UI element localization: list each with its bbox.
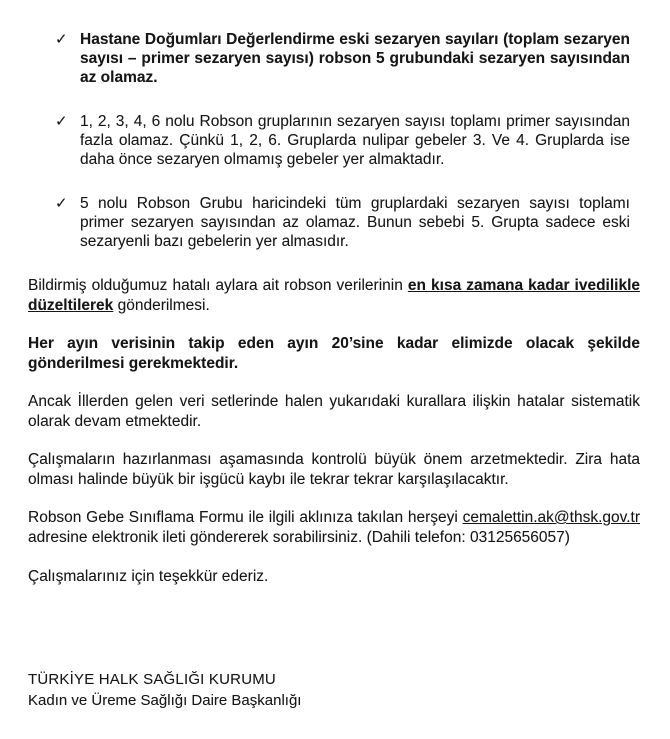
emphasized-text: en kısa zamana kadar ivedilikle düzeltilerek [28,277,641,314]
paragraph-deadline: Her ayın verisinin takip eden ayın 20’sine kadar elimizde olacak şekilde gönderilmesi gerekmektedir. [28,335,640,372]
paragraph-control: Çalışmaların hazırlanması aşamasında kontrolü büyük önem arzetmektedir. Zira hata olması halinde büyük bir işgücü kaybı ile tekrar tekrar karşılaşılacaktır. [28,451,640,488]
bullet-list [28,30,630,251]
bullet-text: Hastane Doğumları Değerlendirme eski sezaryen sayıları (toplam sezaryen sayısı – primer sezaryen sayısı) robson 5 grubundaki sezaryen sayısından az olamaz. [80,31,630,86]
checkmark-icon: ✓ [55,31,68,48]
paragraph-systematic: Ancak İllerden gelen veri setlerinde halen yukarıdaki kurallara ilişkin hatalar sistematik olarak devam etmektedir. [28,393,640,430]
list-item [55,194,630,251]
paragraph-contact [28,508,640,547]
paragraph-thanks: Çalışmalarınız için teşekkür ederiz. [28,568,269,585]
organization-name: TÜRKİYE HALK SAĞLIĞI KURUMU [28,670,276,688]
paragraph-text: Robson Gebe Sınıflama Formu ile ilgili aklınıza takılan herşeyi [28,509,463,526]
list-item [55,112,630,169]
email-address: cemalettin.ak@thsk.gov.tr [462,509,640,526]
list-item [55,30,630,87]
paragraph-text: Bildirmiş olduğumuz hatalı aylara ait robson verilerinin [28,277,408,294]
paragraph-text: gönderilmesi. [113,296,210,314]
bullet-text: 1, 2, 3, 4, 6 nolu Robson gruplarının sezaryen sayısı toplamı primer sayısından fazla olamaz. Çünkü 1, 2, 6. Gruplarda nulipar gebeler 3. Ve 4. Gruplarda ise daha önce sezaryen olmamış gebeler yer almaktadır. [80,113,630,168]
paragraph-correction [28,276,640,315]
department-name: Kadın ve Üreme Sağlığı Daire Başkanlığı [28,691,302,709]
signature-block [28,669,640,711]
checkmark-icon: ✓ [55,195,68,212]
bullet-text: 5 nolu Robson Grubu haricindeki tüm gruplardaki sezaryen sayısı toplamı primer sezaryen sayısından az olamaz. Bunun sebebi 5. Grupta sadece eski sezaryenli bazı gebelerin yer almasıdır. [80,195,630,250]
paragraph-text: adresine elektronik ileti göndererek sorabilirsiniz. (Dahili telefon: 03125656057) [28,528,570,546]
checkmark-icon: ✓ [55,113,68,130]
